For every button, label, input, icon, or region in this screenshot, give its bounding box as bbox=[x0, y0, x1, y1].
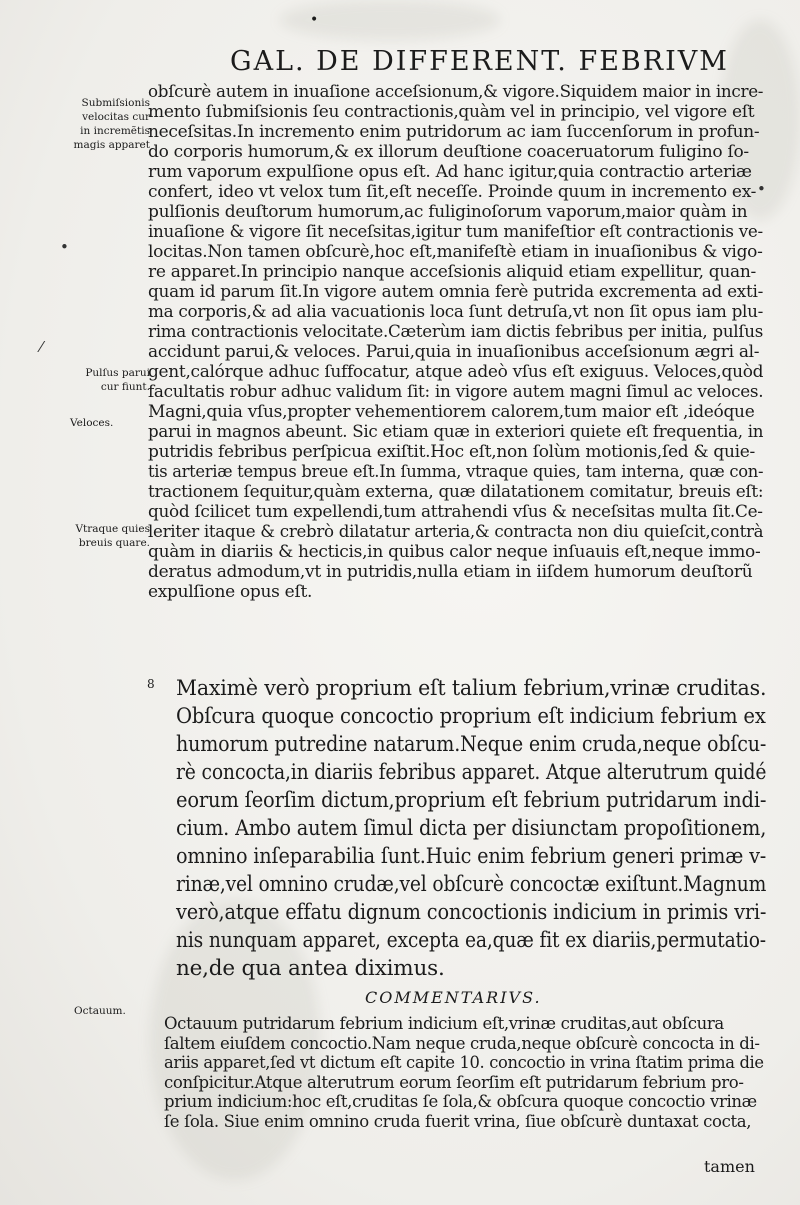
text-line: Magni,quia vſus,propter vehementiorem calorem,tum maior eſt ,ideóque bbox=[148, 402, 755, 422]
text-line: rum vaporum expulſione opus eſt. Ad hanc igitur,quia contractio arteriæ bbox=[148, 162, 752, 182]
text-line: Maximè verò proprium eſt talium febrium,vrinæ cruditas. bbox=[176, 676, 767, 701]
running-header: GAL. DE DIFFERENT. FEBRIVM bbox=[230, 46, 729, 77]
aphorism-text-block bbox=[176, 675, 800, 983]
text-line: verò,atque effatu dignum concoctionis indicium in primis vri- bbox=[176, 900, 767, 925]
text-line: rè concocta,in diariis febribus apparet. Atque alterutrum quidé bbox=[176, 760, 767, 785]
text-line: obſcurè autem in inuaſione acceſsionum,& vigore.Siquidem maior in incre- bbox=[148, 82, 764, 102]
text-line: parui in magnos abeunt. Sic etiam quæ in exteriori quiete eſt frequentia, in bbox=[148, 422, 764, 442]
margin-note-4: Vtraque quies breuis quare. bbox=[75, 523, 150, 549]
text-line: tis arteriæ tempus breue eſt.In ſumma, vtraque quies, tam interna, quæ con- bbox=[148, 462, 764, 482]
text-line: do corporis humorum,& ex illorum deuſtione coaceruatorum fuligino ſo- bbox=[148, 142, 749, 162]
text-line: nis nunquam apparet, excepta ea,quæ fit ex diariis,permutatio- bbox=[176, 928, 766, 953]
text-line: rinæ,vel omnino crudæ,vel obſcurè concoctæ exiſtunt.Magnum bbox=[176, 872, 767, 897]
margin-note-2: Pulſus parui cur fiunt. bbox=[85, 367, 150, 393]
text-line: inuaſione & vigore ſit neceſsitas,igitur tum manifeſtior eſt contractionis ve- bbox=[148, 222, 763, 242]
text-line: omnino inſeparabilia ſunt.Huic enim febrium generi primæ v- bbox=[176, 844, 767, 869]
text-line: deratus admodum,vt in putridis,nulla etiam in iiſdem humorum deuſtorũ bbox=[148, 562, 753, 582]
text-line: ſaltem eiuſdem concoctio.Nam neque cruda,neque obſcurè concocta in di- bbox=[164, 1033, 760, 1053]
text-line: prium indicium:hoc eſt,cruditas ſe ſola,& obſcura quoque concoctio vrinæ bbox=[164, 1092, 757, 1112]
catchword: tamen bbox=[704, 1157, 755, 1176]
text-line: ariis apparet,ſed vt dictum eſt capite 10. concoctio in vrina ſtatim prima die bbox=[164, 1053, 764, 1073]
text-line: locitas.Non tamen obſcurè,hoc eſt,manifeſtè etiam in inuaſionibus & vigo- bbox=[148, 242, 763, 262]
section-heading: COMMENTARIVS. bbox=[365, 988, 542, 1007]
text-line: facultatis robur adhuc validum ſit: in vigore autem magni ſimul ac veloces. bbox=[148, 382, 764, 402]
text-line: humorum putredine natarum.Neque enim cruda,neque obſcu- bbox=[176, 732, 767, 757]
ink-mark: ⁄ bbox=[40, 338, 43, 356]
text-line: ma corporis,& ad alia vacuationis loca ſunt detruſa,vt non ſit opus iam plu- bbox=[148, 302, 764, 322]
text-line: expulſione opus eſt. bbox=[148, 582, 313, 602]
ink-dot: • bbox=[310, 12, 319, 28]
text-line: confert, ideo vt velox tum ſit,eſt neceſſe. Proinde quum in incremento ex- bbox=[148, 182, 757, 202]
text-line: neceſsitas.In incremento enim putridorum ac iam ſuccenſorum in profun- bbox=[148, 122, 760, 142]
text-line: leriter itaque & crebrò dilatatur arteria,& contracta non diu quieſcit,contrà bbox=[148, 522, 764, 542]
text-line: putridis febribus perſpicua exiſtit.Hoc eſt,non ſolùm motionis,ſed & quie- bbox=[148, 442, 755, 462]
text-line: rima contractionis velocitate.Cæterùm iam dictis febribus per initia, pulſus bbox=[148, 322, 763, 342]
text-line: quòd ſcilicet tum expellendi,tum attrahendi vſus & neceſsitas multa ſit.Ce- bbox=[148, 502, 763, 522]
text-line: mento ſubmiſsionis ſeu contractionis,quàm vel in principio, vel vigore eſt bbox=[148, 102, 755, 122]
margin-note-5: Octauum. bbox=[74, 1005, 126, 1017]
text-line: ſe ſola. Siue enim omnino cruda fuerit vrina, ſiue obſcurè duntaxat cocta, bbox=[164, 1111, 752, 1131]
text-line: quam id parum ſit.In vigore autem omnia ferè putrida excrementa ad exti- bbox=[148, 282, 763, 302]
margin-note-1: Submiſsionis velocitas cur in incremẽtis magis apparet bbox=[73, 97, 150, 151]
text-line: gent,calórque adhuc ſuffocatur, atque adeò vſus eſt exiguus. Veloces,quòd bbox=[148, 362, 764, 382]
section-number: 8 bbox=[147, 677, 155, 691]
text-line: accidunt parui,& veloces. Parui,quia in inuaſionibus acceſsionum ægri al- bbox=[148, 342, 760, 362]
text-line: re apparet.In principio nanque acceſsionis aliquid etiam expellitur, quan- bbox=[148, 262, 756, 282]
text-line: conſpicitur.Atque alterutrum eorum ſeorſim eſt putridarum febrium pro- bbox=[164, 1072, 744, 1092]
text-line: ne,de qua antea diximus. bbox=[176, 956, 445, 981]
ink-mark: • bbox=[60, 238, 69, 256]
text-line: Octauum putridarum febrium indicium eſt,vrinæ cruditas,aut obſcura bbox=[164, 1014, 724, 1033]
commentarius-text-block bbox=[164, 1014, 771, 1132]
text-line: Obſcura quoque concoctio proprium eſt indicium febrium ex bbox=[176, 704, 766, 729]
text-line: pulſionis deuſtorum humorum,ac fuliginoſorum vaporum,maior quàm in bbox=[148, 202, 748, 222]
text-line: quàm in diariis & hecticis,in quibus calor neque inſuauis eſt,neque immo- bbox=[148, 542, 761, 562]
text-line: tractionem ſequitur,quàm externa, quæ dilatationem comitatur, breuis eſt: bbox=[148, 482, 764, 502]
text-line: eorum ſeorſim dictum,proprium eſt febrium putridarum indi- bbox=[176, 788, 767, 813]
commentary-text-block bbox=[148, 82, 789, 602]
ink-mark: • bbox=[757, 180, 766, 198]
text-line: cium. Ambo autem ſimul dicta per disiunctam propoſitionem, bbox=[176, 816, 767, 841]
margin-note-3: Veloces. bbox=[70, 417, 114, 429]
